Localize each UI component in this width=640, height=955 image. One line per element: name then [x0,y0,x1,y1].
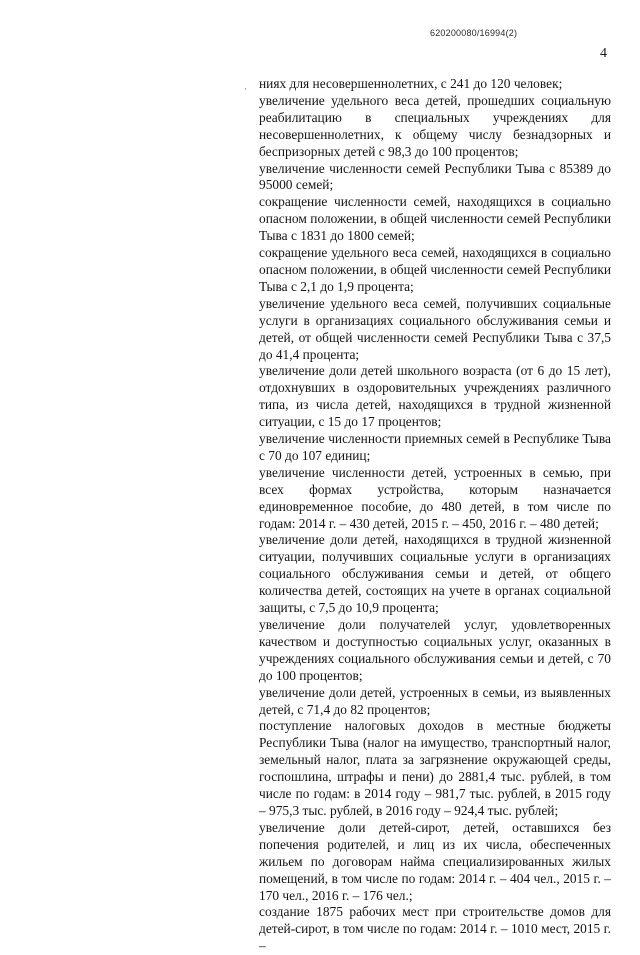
paragraph: увеличение численности семей Республики Тыва с 85389 до 95000 семей; [259,160,611,193]
paragraph: создание 1875 рабочих мест при строительстве домов для детей-сирот, в том числе по годам: 2014 г. – 1010 мест, 2015 г. – [259,904,611,954]
paragraph: увеличение доли детей, устроенных в семьи, из выявленных детей, с 71,4 до 82 процентов; [259,684,611,717]
paragraph: увеличение численности детей, устроенных в семью, при всех формах устройства, которым назначается единовременное пособие, до 480 детей, в том числе по годам: 2014 г. – 430 детей, 2015 г. – 450, 2016 г. – 480 детей; [259,464,611,531]
document-id: 620200080/16994(2) [430,28,518,38]
paragraph: сокращение удельного веса семей, находящихся в социально опасном положении, в общей численности семей Республики Тыва с 2,1 до 1,9 процента; [259,245,611,294]
paragraph: увеличение доли получателей услуг, удовлетворенных качеством и доступностью социальных услуг, оказанных в учреждениях социального обслуживания семьи и детей, с 70 до 100 процентов; [259,617,611,683]
margin-mark: · [244,84,247,94]
paragraph: увеличение удельного веса семей, получивших социальные услуги в организациях социального обслуживания семьи и детей, от общей численности семей Республики Тыва с 37,5 до 41,4 процента; [259,295,611,362]
paragraph: ниях для несовершеннолетних, с 241 до 120 человек; [259,76,563,91]
paragraph: увеличение численности приемных семей в Республике Тыва с 70 до 107 единиц; [259,431,611,463]
paragraph: увеличение доли детей школьного возраста (от 6 до 15 лет), отдохнувших в оздоровительных учреждениях различного типа, из числа детей, находящихся в трудной жизненной ситуации, с 15 до 17 процентов; [259,363,611,430]
paragraph: увеличение доли детей, находящихся в трудной жизненной ситуации, получивших социальные услуги в организациях социального обслуживания семьи и детей, от общего количества детей, состоящих на учете в органах социальной защиты, с 7,5 до 10,9 процента; [259,532,611,616]
paragraph: сокращение численности семей, находящихся в социально опасном положении, в общей численности семей Республики Тыва с 1831 до 1800 семей; [259,194,611,244]
page-number: 4 [600,46,607,61]
paragraph: увеличение доли детей-сирот, детей, оставшихся без попечения родителей, и лиц из их числа, обеспеченных жильем по договорам найма специализированных жилых помещений, в том числе по годам: 2014 г. – 404 чел., 2015 г. – 170 чел., 2016 г. – 176 чел.; [259,819,611,903]
document-body [259,76,611,955]
paragraph: поступление налоговых доходов в местные бюджеты Республики Тыва (налог на имущество, транспортный налог, земельный налог, плата за загрязнение окружающей среды, госпошлина, штрафы и пени) до 2881,4 тыс. рублей, в том числе по годам: в 2014 году – 981,7 тыс. рублей, в 2015 году – 975,3 тыс. рублей, в 2016 году – 924,4 тыс. рублей; [259,718,611,818]
paragraph: увеличение удельного веса детей, прошедших социальную реабилитацию в специальных учреждениях для несовершеннолетних, к общему числу безнадзорных и беспризорных детей с 98,3 до 100 процентов; [259,92,611,159]
